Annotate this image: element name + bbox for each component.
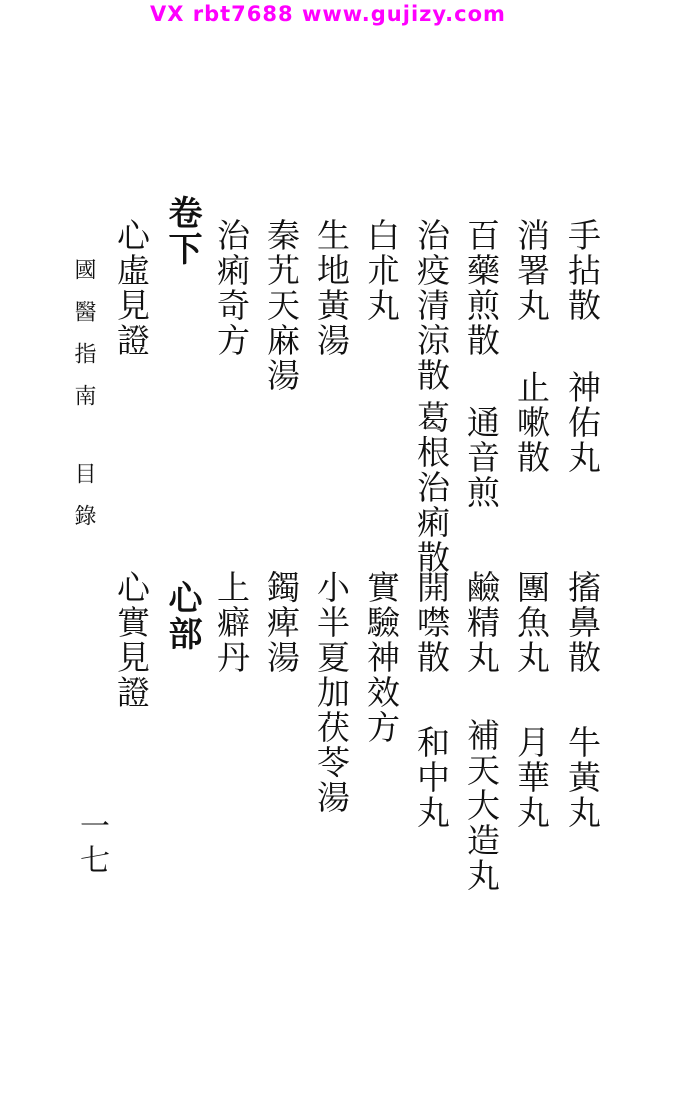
entry-xiao-shu-wan: 消署丸 xyxy=(512,218,551,323)
entry-xiao-ban-xia-jia-fu-ling-tang: 小半夏加茯苓湯 xyxy=(312,570,351,815)
entry-shang-pi-dan: 上癖丹 xyxy=(212,570,251,675)
entry-sheng-di-huang-tang: 生地黃湯 xyxy=(312,218,351,358)
entry-shou-nian-san: 手拈散 xyxy=(563,218,602,323)
entry-zhi-li-qi-fang: 治痢奇方 xyxy=(212,218,251,358)
entry-xin-shi-jian-zheng: 心實見證 xyxy=(112,570,151,710)
section-heading-xin-bu: 心部 xyxy=(162,580,202,652)
entry-zhi-yi-qing-liang-san: 治疫清涼散 xyxy=(412,218,451,393)
entry-tuan-yu-wan: 團魚丸 xyxy=(512,570,551,675)
entry-zhuo-bi-tang: 鐲痺湯 xyxy=(262,570,301,675)
running-head-title: 國醫指南 xyxy=(71,258,96,426)
entry-bu-tian-da-zao-wan: 補天大造丸 xyxy=(462,718,501,893)
entry-chu-bi-san: 搐鼻散 xyxy=(563,570,602,675)
entry-shen-you-wan: 神佑丸 xyxy=(563,370,602,475)
running-head-section: 目錄 xyxy=(71,462,96,546)
entry-xin-xu-jian-zheng: 心虛見證 xyxy=(112,218,151,358)
entry-yue-hua-wan: 月華丸 xyxy=(512,725,551,830)
page-number: 一七 xyxy=(74,810,109,878)
section-heading-juan-xia: 卷下 xyxy=(162,195,202,267)
entry-niu-huang-wan: 牛黃丸 xyxy=(563,725,602,830)
entry-tong-yin-jian: 通音煎 xyxy=(462,405,501,510)
entry-kai-jin-san: 開噤散 xyxy=(412,570,451,675)
entry-he-zhong-wan: 和中丸 xyxy=(412,725,451,830)
entry-zhi-sou-san: 止嗽散 xyxy=(512,370,551,475)
entry-ge-gen-zhi-li-san: 葛根治痢散 xyxy=(412,400,451,575)
entry-bai-yao-jian-san: 百藥煎散 xyxy=(462,218,501,358)
entry-qin-jiao-tian-ma-tang: 秦艽天麻湯 xyxy=(262,218,301,393)
entry-bai-zhu-wan: 白朮丸 xyxy=(362,218,401,323)
entry-jian-jing-wan: 鹼精丸 xyxy=(462,570,501,675)
watermark-text: VX rbt7688 www.gujizy.com xyxy=(150,2,506,26)
entry-shi-yan-shen-xiao-fang: 實驗神效方 xyxy=(362,570,401,745)
